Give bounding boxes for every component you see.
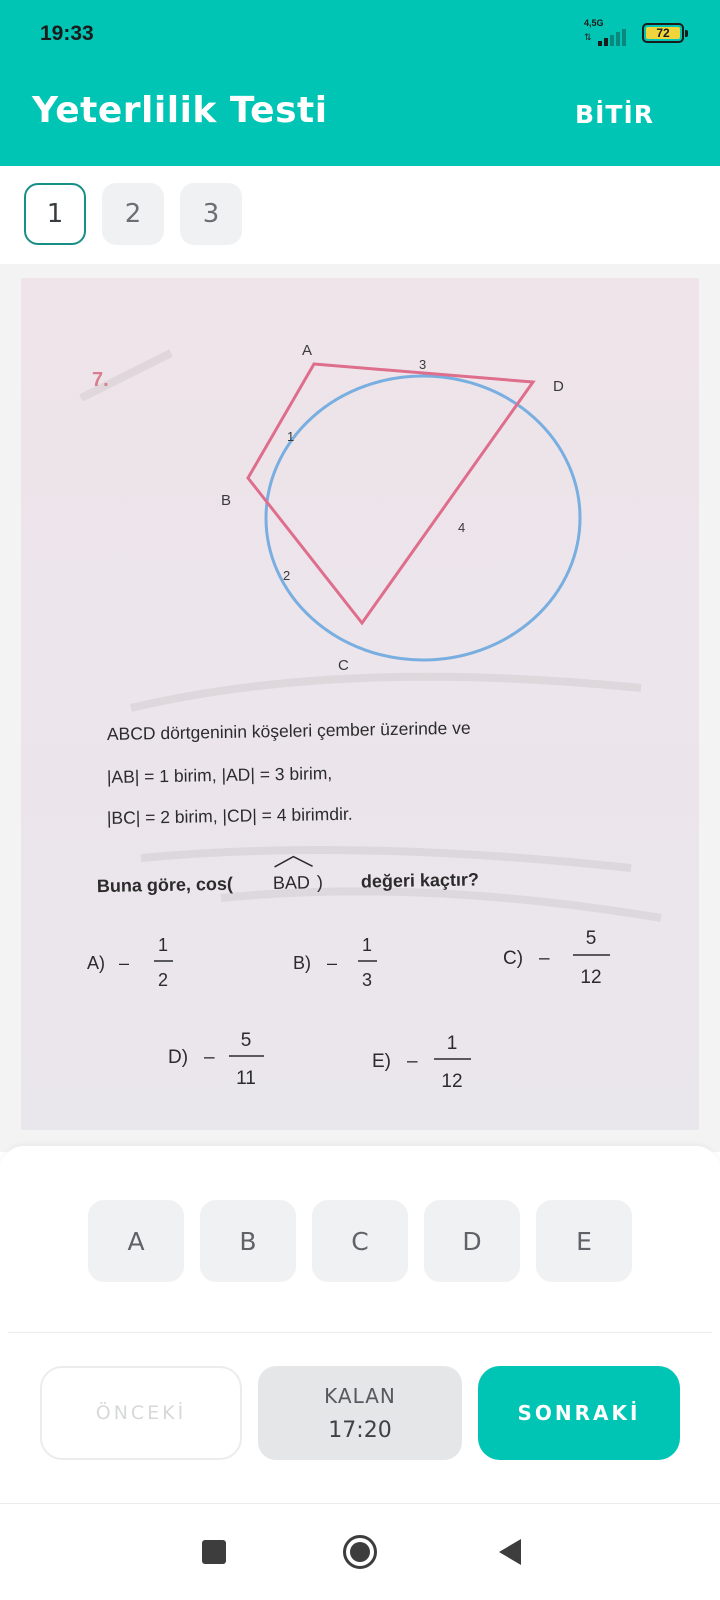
page-title: Yeterlilik Testi: [32, 90, 328, 131]
question-text-line-1: ABCD dörtgeninin köşeleri çember üzerinde ve: [106, 717, 471, 744]
question-image: [21, 278, 699, 1130]
prompt-close: ): [316, 872, 324, 893]
side-bc-label: 2: [283, 568, 291, 583]
svg-text:–: –: [539, 948, 550, 969]
previous-button[interactable]: ÖNCEKİ: [40, 1366, 242, 1460]
svg-text:1: 1: [361, 935, 373, 955]
question-text-line-2: |AB| = 1 birim, |AD| = 3 birim,: [106, 763, 333, 787]
timer-label: KALAN: [324, 1383, 396, 1408]
system-navigation-bar: [0, 1504, 720, 1600]
side-ad-label: 3: [419, 357, 427, 372]
question-area: [0, 264, 720, 1152]
side-ab-label: 1: [287, 429, 295, 444]
prompt-suffix: değeri kaçtır?: [360, 869, 480, 892]
svg-text:1: 1: [446, 1033, 458, 1054]
prompt-prefix: Buna göre, cos(: [96, 873, 234, 897]
answer-choice-e[interactable]: E: [536, 1200, 632, 1282]
svg-text:–: –: [119, 953, 130, 973]
paper-background: [21, 278, 699, 1130]
question-figure: [21, 278, 699, 1130]
vertex-d-label: D: [553, 378, 564, 395]
navigation-bar: [0, 1366, 720, 1466]
svg-text:A): A): [87, 953, 105, 973]
app-header: [0, 0, 720, 166]
question-tabs: [24, 183, 242, 245]
side-cd-label: 4: [458, 520, 466, 535]
svg-text:5: 5: [585, 928, 597, 949]
home-icon[interactable]: [342, 1534, 378, 1570]
finish-button[interactable]: BİTİR: [575, 100, 654, 129]
status-bar: [0, 0, 720, 70]
vertex-b-label: B: [221, 492, 232, 509]
svg-text:E): E): [372, 1051, 391, 1072]
signal-icon: 4,5G ⇅: [584, 18, 632, 48]
network-type: 4,5G: [584, 18, 604, 28]
svg-text:12: 12: [580, 967, 602, 988]
question-tab-3[interactable]: 3: [180, 183, 242, 245]
timer-value: 17:20: [328, 1417, 392, 1443]
svg-text:5: 5: [240, 1030, 252, 1051]
divider: [8, 1332, 712, 1333]
question-text-line-3: |BC| = 2 birim, |CD| = 4 birimdir.: [106, 803, 353, 828]
svg-text:1: 1: [157, 935, 169, 955]
vertex-c-label: C: [338, 657, 349, 674]
battery-icon: [642, 23, 684, 43]
answer-choice-a[interactable]: A: [88, 1200, 184, 1282]
svg-text:D): D): [168, 1047, 189, 1068]
svg-text:2: 2: [157, 970, 169, 990]
vertex-a-label: A: [302, 342, 313, 359]
next-button[interactable]: SONRAKİ: [478, 1366, 680, 1460]
recents-icon[interactable]: [196, 1534, 232, 1570]
question-number: 7.: [92, 369, 109, 391]
question-tab-2[interactable]: 2: [102, 183, 164, 245]
svg-text:–: –: [407, 1051, 418, 1072]
answer-choices: [88, 1200, 632, 1282]
svg-text:3: 3: [361, 970, 373, 990]
svg-text:11: 11: [236, 1068, 256, 1089]
svg-text:12: 12: [441, 1071, 463, 1092]
answer-choice-b[interactable]: B: [200, 1200, 296, 1282]
answer-choice-d[interactable]: D: [424, 1200, 520, 1282]
remaining-time: [258, 1366, 462, 1460]
svg-text:C): C): [503, 948, 524, 969]
prompt-angle: BAD: [272, 872, 311, 893]
svg-text:–: –: [204, 1047, 215, 1068]
svg-text:–: –: [327, 953, 338, 973]
back-icon[interactable]: [492, 1534, 528, 1570]
status-icons: [584, 18, 684, 48]
question-tab-1[interactable]: 1: [24, 183, 86, 245]
status-time: 19:33: [40, 22, 94, 45]
answer-choice-c[interactable]: C: [312, 1200, 408, 1282]
svg-text:B): B): [293, 953, 311, 973]
battery-level: 72: [656, 26, 670, 40]
